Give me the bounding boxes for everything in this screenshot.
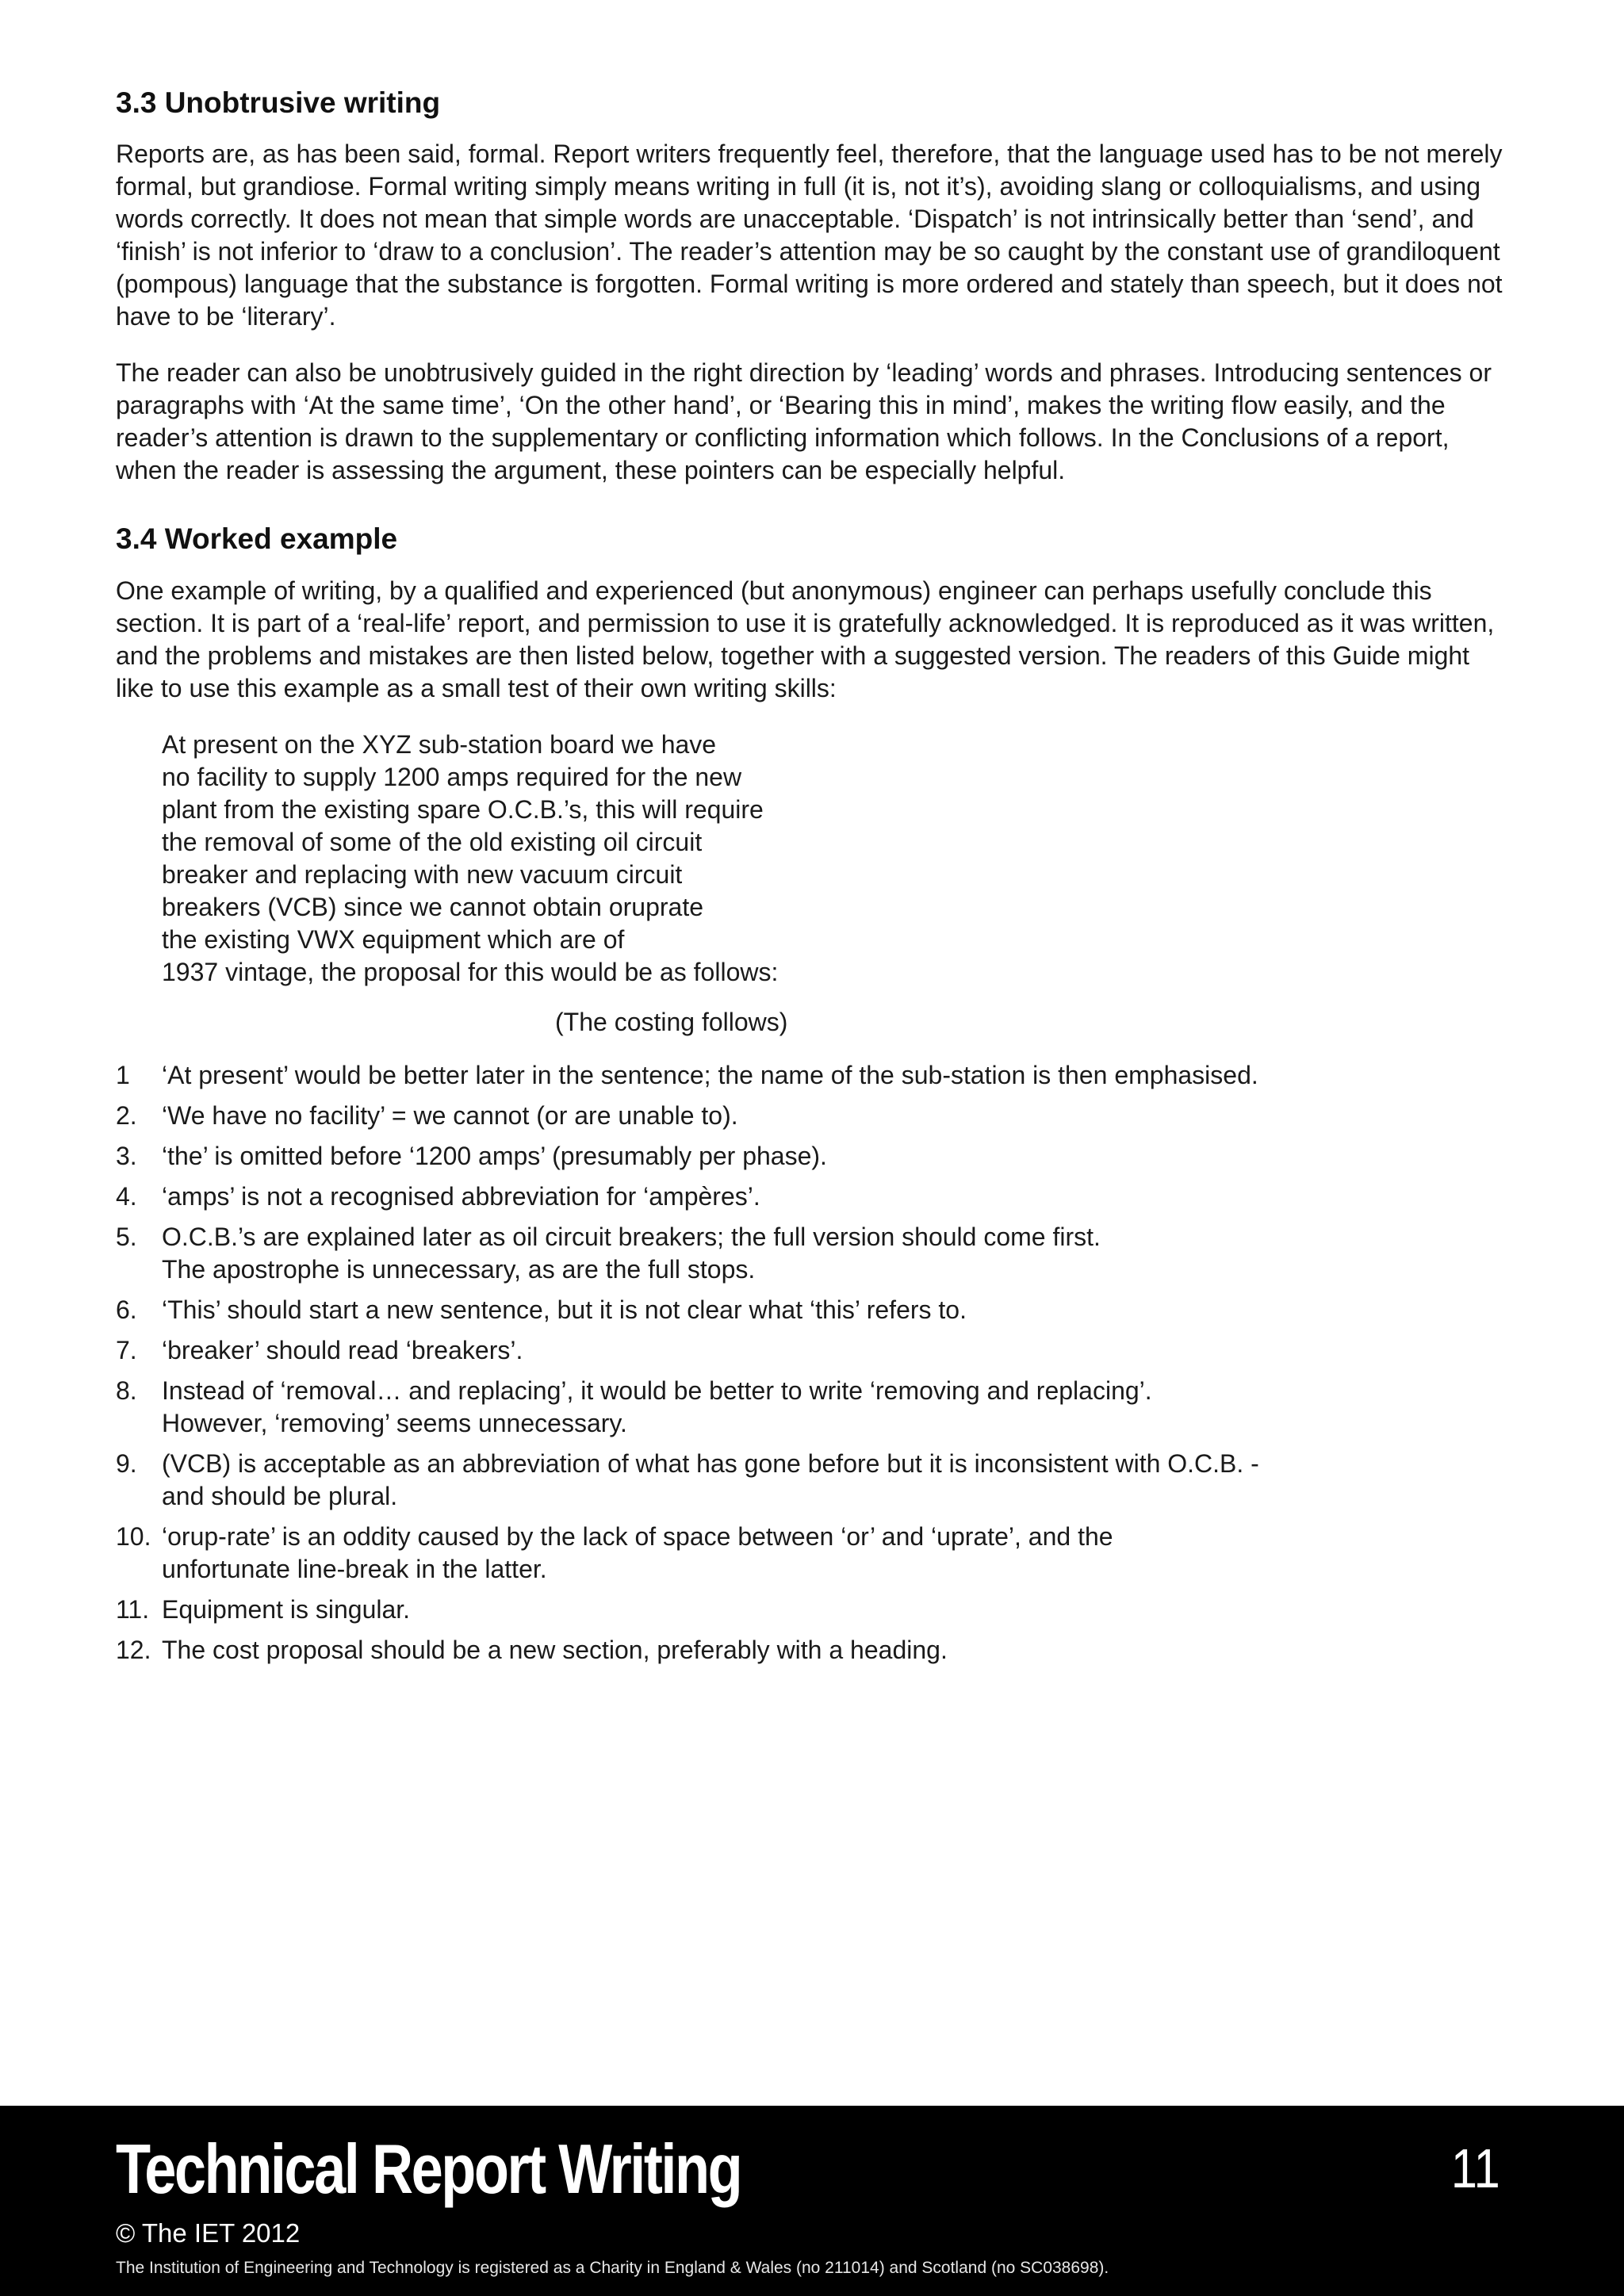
list-item xyxy=(116,1140,1511,1173)
list-item xyxy=(116,1594,1511,1626)
quote-caption: (The costing follows) xyxy=(555,1007,788,1036)
list-item xyxy=(116,1100,1511,1132)
list-item-number: 8. xyxy=(116,1376,137,1405)
paragraph: Reports are, as has been said, formal. Report writers frequently feel, therefore, that the language used has to be not merely formal, but grandiose. Formal writing simply means writing in full (it is, not it’s), avoiding slang or colloquialisms, and using words correctly. It does not mean that simple words are unacceptable. ‘Dispatch’ is not intrinsically better than ‘send’, and ‘finish’ is not inferior to ‘draw to a conclusion’. The reader’s attention may be so caught by the constant use of grandiloquent (pompous) language that the substance is forgotten. Formal writing is more ordered and stately than speech, but it does not have to be ‘literary’. xyxy=(116,140,1503,331)
list-item-text xyxy=(162,1294,1511,1326)
list-item xyxy=(116,1294,1511,1326)
list-item-line: Equipment is singular. xyxy=(162,1594,411,1624)
list-item-number: 11. xyxy=(116,1594,150,1624)
list-item-number: 6. xyxy=(116,1295,137,1324)
quote-line: 1937 vintage, the proposal for this would be as follows: xyxy=(162,957,779,986)
list-item-number: 10. xyxy=(116,1521,151,1551)
list-item-text xyxy=(162,1140,1511,1173)
list-item-line: ‘We have no facility’ = we cannot (or are unable to). xyxy=(162,1100,738,1130)
list-item xyxy=(116,1221,1511,1286)
list-item xyxy=(116,1059,1511,1092)
list-item-line: Instead of ‘removal… and replacing’, it would be better to write ‘removing and replacing’. xyxy=(162,1376,1152,1405)
list-item xyxy=(116,1634,1511,1667)
copyright-notice: © The IET 2012 xyxy=(116,2218,301,2248)
section-heading: 3.4 Worked example xyxy=(116,522,398,556)
list-item-number: 5. xyxy=(116,1222,137,1251)
quote-line: plant from the existing spare O.C.B.’s, this will require xyxy=(162,794,764,824)
list-item-line: ‘breaker’ should read ‘breakers’. xyxy=(162,1335,523,1364)
list-item-number: 2. xyxy=(116,1100,137,1130)
list-item-number: 9. xyxy=(116,1448,137,1478)
list-item-line: (VCB) is acceptable as an abbreviation of what has gone before but it is inconsistent with O.C.B. - xyxy=(162,1448,1259,1478)
page-number: 11 xyxy=(1451,2137,1500,2199)
list-item-line: ‘orup-rate’ is an oddity caused by the lack of space between ‘or’ and ‘uprate’, and the xyxy=(162,1521,1113,1551)
list-item-text xyxy=(162,1375,1511,1440)
list-item-number: 12. xyxy=(116,1635,151,1664)
list-item-number: 1 xyxy=(116,1060,130,1089)
list-item-text xyxy=(162,1334,1511,1367)
publication-title: Technical Report Writing xyxy=(116,2130,741,2208)
paragraph: One example of writing, by a qualified and experienced (but anonymous) engineer can perhaps usefully conclude this section. It is part of a ‘real-life’ report, and permission to use it is gratefully acknowledged. It is reproduced as it was written, and the problems and mistakes are then listed below, together with a suggested version. The readers of this Guide might like to use this example as a small test of their own writing skills: xyxy=(116,576,1495,702)
quote-line: the removal of some of the old existing oil circuit xyxy=(162,827,703,856)
list-item-text xyxy=(162,1059,1511,1092)
list-item xyxy=(116,1448,1511,1513)
section-unobtrusive-writing xyxy=(116,86,1511,487)
list-item-line: However, ‘removing’ seems unnecessary. xyxy=(162,1408,627,1437)
list-item-line: The apostrophe is unnecessary, as are the full stops. xyxy=(162,1254,756,1284)
quote-line: the existing VWX equipment which are of xyxy=(162,924,625,954)
quote-line: breakers (VCB) since we cannot obtain oruprate xyxy=(162,892,704,921)
list-item xyxy=(116,1521,1511,1586)
page-content xyxy=(116,86,1511,1674)
list-item-line: ‘the’ is omitted before ‘1200 amps’ (presumably per phase). xyxy=(162,1141,827,1170)
list-item-text xyxy=(162,1594,1511,1626)
list-item-number: 7. xyxy=(116,1335,137,1364)
list-item-line: ‘This’ should start a new sentence, but it is not clear what ‘this’ refers to. xyxy=(162,1295,967,1324)
notes-list xyxy=(116,1059,1511,1667)
list-item-text xyxy=(162,1448,1511,1513)
paragraph: The reader can also be unobtrusively guided in the right direction by ‘leading’ words and phrases. Introducing sentences or paragraphs with ‘At the same time’, ‘On the other hand’, or ‘Bearing this in mind’, makes the writing flow easily, and the reader’s attention is drawn to the supplementary or conflicting information which follows. In the Conclusions of a report, when the reader is assessing the argument, these pointers can be especially helpful. xyxy=(116,358,1492,485)
section-heading: 3.3 Unobtrusive writing xyxy=(116,86,441,119)
list-item-text xyxy=(162,1634,1511,1667)
list-item-line: ‘At present’ would be better later in the sentence; the name of the sub-station is then emphasised. xyxy=(162,1060,1258,1089)
quote-line: no facility to supply 1200 amps required for the new xyxy=(162,762,742,791)
list-item-text xyxy=(162,1221,1511,1286)
list-item-line: unfortunate line-break in the latter. xyxy=(162,1554,547,1583)
page-footer xyxy=(0,2106,1624,2296)
charity-notice: The Institution of Engineering and Technology is registered as a Charity in England & Wales (no 211014) and Scotland (no SC038698). xyxy=(116,2259,1109,2277)
list-item-line: ‘amps’ is not a recognised abbreviation for ‘ampères’. xyxy=(162,1181,760,1211)
list-item-number: 4. xyxy=(116,1181,137,1211)
section-worked-example xyxy=(116,522,1511,1666)
list-item-text xyxy=(162,1100,1511,1132)
list-item-line: O.C.B.’s are explained later as oil circuit breakers; the full version should come first. xyxy=(162,1222,1101,1251)
list-item-line: The cost proposal should be a new section, preferably with a heading. xyxy=(162,1635,948,1664)
quote-line: At present on the XYZ sub-station board we have xyxy=(162,729,717,759)
quote-line: breaker and replacing with new vacuum circuit xyxy=(162,859,683,889)
list-item-text xyxy=(162,1181,1511,1213)
example-quote xyxy=(162,729,1511,989)
list-item xyxy=(116,1334,1511,1367)
list-item-text xyxy=(162,1521,1511,1586)
list-item xyxy=(116,1375,1511,1440)
list-item-line: and should be plural. xyxy=(162,1481,398,1510)
list-item-number: 3. xyxy=(116,1141,137,1170)
list-item xyxy=(116,1181,1511,1213)
